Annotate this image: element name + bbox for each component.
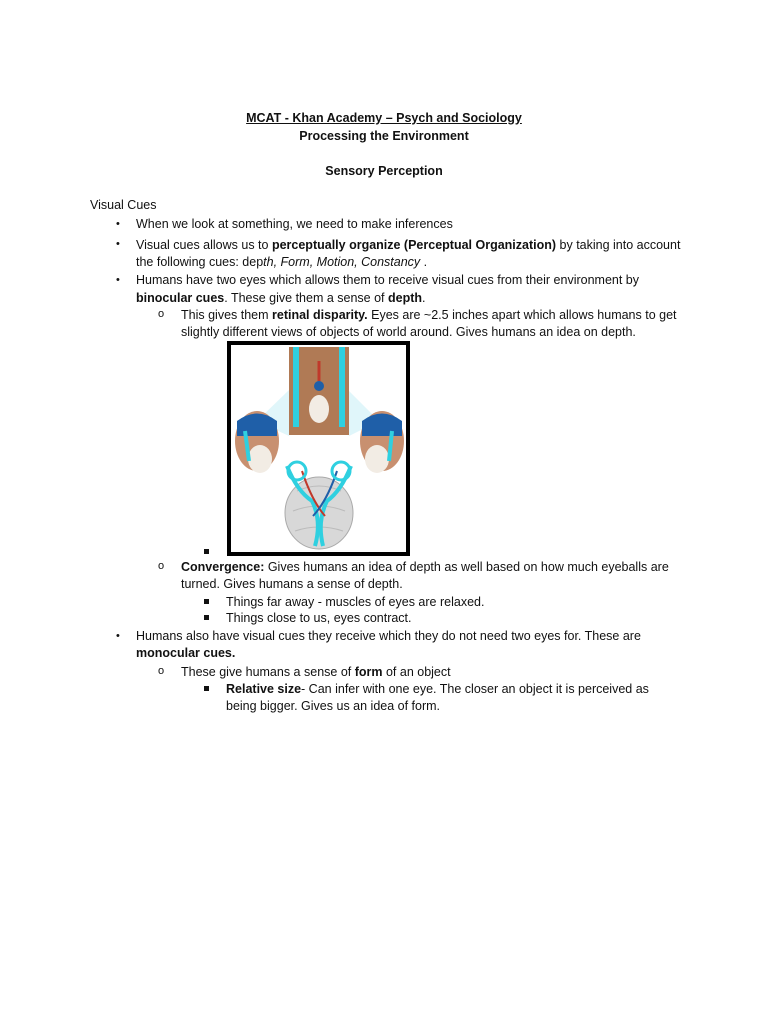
sub-bullet-icon: o xyxy=(158,560,165,572)
bullet-icon: • xyxy=(116,630,120,642)
form-sub-bullet-text: These give humans a sense of form of an object xyxy=(181,665,451,679)
bullet-3-line-2: binocular cues. These give them a sense of depth. xyxy=(136,291,426,305)
bullet-icon: • xyxy=(116,218,120,230)
square-bullet-icon xyxy=(204,686,209,691)
heading-visual-cues: Visual Cues xyxy=(90,198,157,212)
section-title: Sensory Perception xyxy=(325,164,443,178)
convergence-line-1: Convergence: Gives humans an idea of depth as well based on how much eyeballs are xyxy=(181,560,669,574)
sub-bullet-icon: o xyxy=(158,665,165,677)
bullet-icon: • xyxy=(116,274,120,286)
retinal-disparity-line-1: This gives them retinal disparity. Eyes are ~2.5 inches apart which allows humans to get xyxy=(181,308,677,322)
bullet-2-line-2: the following cues: depth, Form, Motion, Constancy . xyxy=(136,255,428,269)
binocular-vision-diagram xyxy=(227,341,410,556)
bullet-1-text: When we look at something, we need to make inferences xyxy=(136,217,453,231)
far-away-text: Things far away - muscles of eyes are relaxed. xyxy=(226,595,485,609)
close-text: Things close to us, eyes contract. xyxy=(226,611,412,625)
bullet-2-line-1: Visual cues allows us to perceptually organize (Perceptual Organization) by taking into account xyxy=(136,238,681,252)
square-bullet-icon xyxy=(204,549,209,554)
bullet-icon: • xyxy=(116,238,120,250)
doc-title: MCAT - Khan Academy – Psych and Sociology xyxy=(246,111,522,125)
retinal-disparity-line-2: slightly different views of objects of world around. Gives humans an idea on depth. xyxy=(181,325,636,339)
square-bullet-icon xyxy=(204,599,209,604)
relative-size-line-2: being bigger. Gives us an idea of form. xyxy=(226,699,441,713)
eye-brain-illustration xyxy=(227,341,410,556)
bullet-3-line-1: Humans have two eyes which allows them to receive visual cues from their environment by xyxy=(136,273,639,287)
bullet-4-line-2: monocular cues. xyxy=(136,646,236,660)
doc-subtitle: Processing the Environment xyxy=(299,129,469,143)
relative-size-line-1: Relative size- Can infer with one eye. The closer an object it is perceived as xyxy=(226,682,649,696)
square-bullet-icon xyxy=(204,615,209,620)
bullet-4-line-1: Humans also have visual cues they receive which they do not need two eyes for. These are xyxy=(136,629,641,643)
convergence-line-2: turned. Gives humans a sense of depth. xyxy=(181,577,403,591)
sub-bullet-icon: o xyxy=(158,308,165,320)
